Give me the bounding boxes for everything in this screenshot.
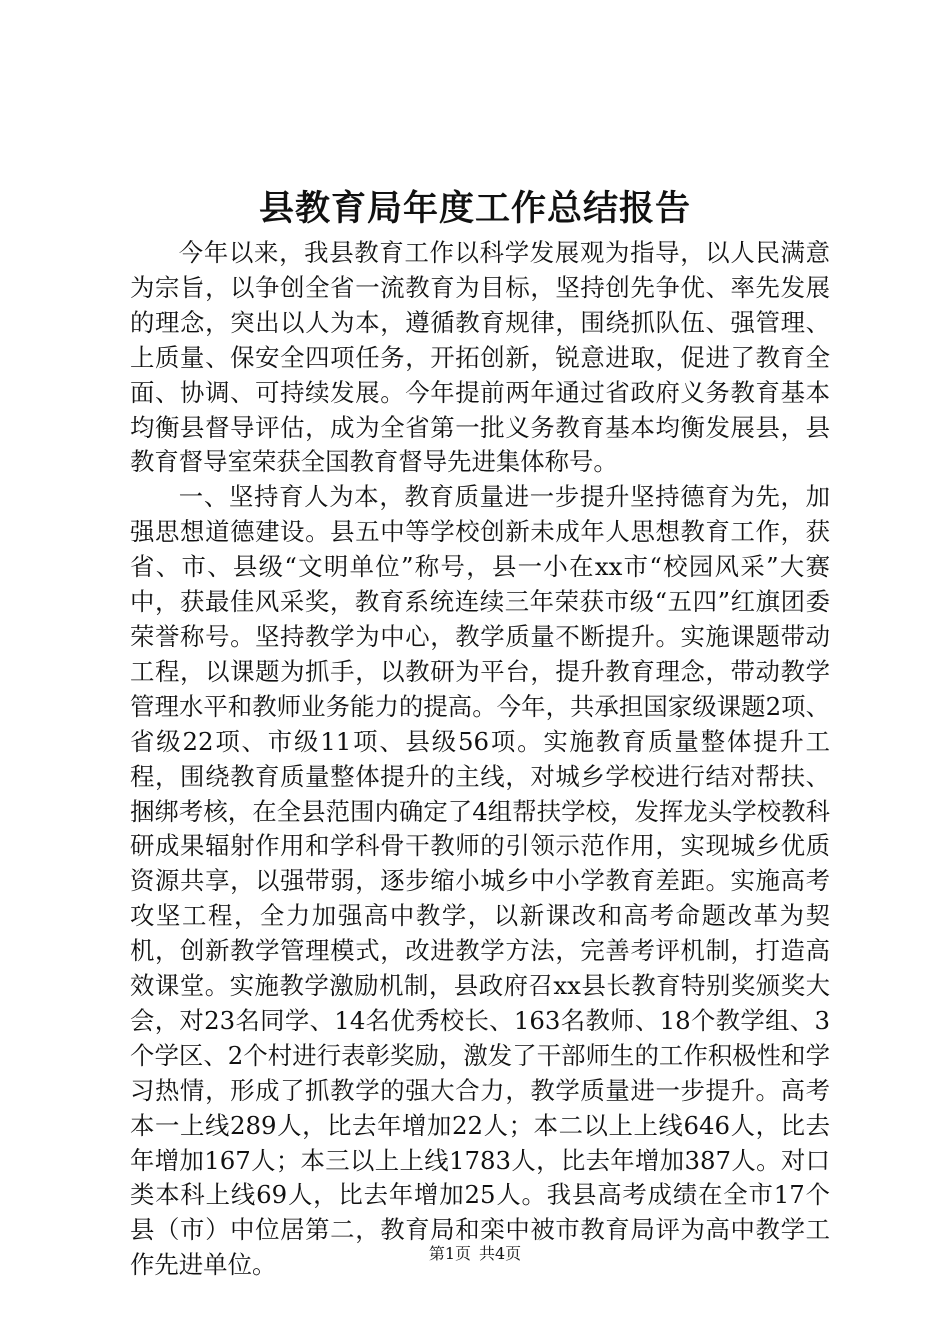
paragraph-section-1: 一、坚持育人为本，教育质量进一步提升坚持德育为先，加强思想道德建设。县五中等学校创新未成年人思想教育工作，获省、市、县级“文明单位”称号，县一小在xx市“校园风采”大赛中，获最佳风采奖，教育系统连续三年荣获市级“五四”红旗团委荣誉称号。坚持教学为中心，教学质量不断提升。实施课题带动工程，以课题为抓手，以教研为平台，提升教育理念，带动教学管理水平和教师业务能力的提高。今年，共承担国家级课题2项、省级22项、市级11项、县级56项。实施教育质量整体提升工程，围绕教育质量整体提升的主线，对城乡学校进行结对帮扶、捆绑考核，在全县范围内确定了4组帮扶学校，发挥龙头学校教科研成果辐射作用和学科骨干教师的引领示范作用，实现城乡优质资源共享，以强带弱，逐步缩小城乡中小学教育差距。实施高考攻坚工程，全力加强高中教学，以新课改和高考命题改革为契机，创新教学管理模式，改进教学方法，完善考评机制，打造高效课堂。实施教学激励机制，县政府召xx县长教育特别奖颁奖大会，对23名同学、14名优秀校长、163名教师、18个教学组、3个学区、2个村进行表彰奖励，激发了干部师生的工作积极性和学习热情，形成了抓教学的强大合力，教学质量进一步提升。高考本一上线289人，比去年增加22人；本二以上上线646人，比去年增加167人；本三以上上线1783人，比去年增加387人。对口类本科上线69人，比去年增加25人。我县高考成绩在全市17个县（市）中位居第二，教育局和栾中被市教育局评为高中教学工作先进单位。 [130, 482, 830, 1280]
document-title: 县教育局年度工作总结报告 [258, 188, 691, 229]
paragraph-intro: 今年以来，我县教育工作以科学发展观为指导，以人民满意为宗旨，以争创全省一流教育为目标，坚持创先争优、率先发展的理念，突出以人为本，遵循教育规律，围绕抓队伍、强管理、上质量、保安全四项任务，开拓创新，锐意进取，促进了教育全面、协调、可持续发展。今年提前两年通过省政府义务教育基本均衡县督导评估，成为全省第一批义务教育基本均衡发展县，县教育督导室荣获全国教育督导先进集体称号。 [130, 238, 830, 477]
page-number: 第1页 [428, 1244, 471, 1263]
page-footer [0, 1243, 950, 1265]
document-body [130, 236, 830, 1283]
page-total: 共4页 [479, 1244, 522, 1263]
